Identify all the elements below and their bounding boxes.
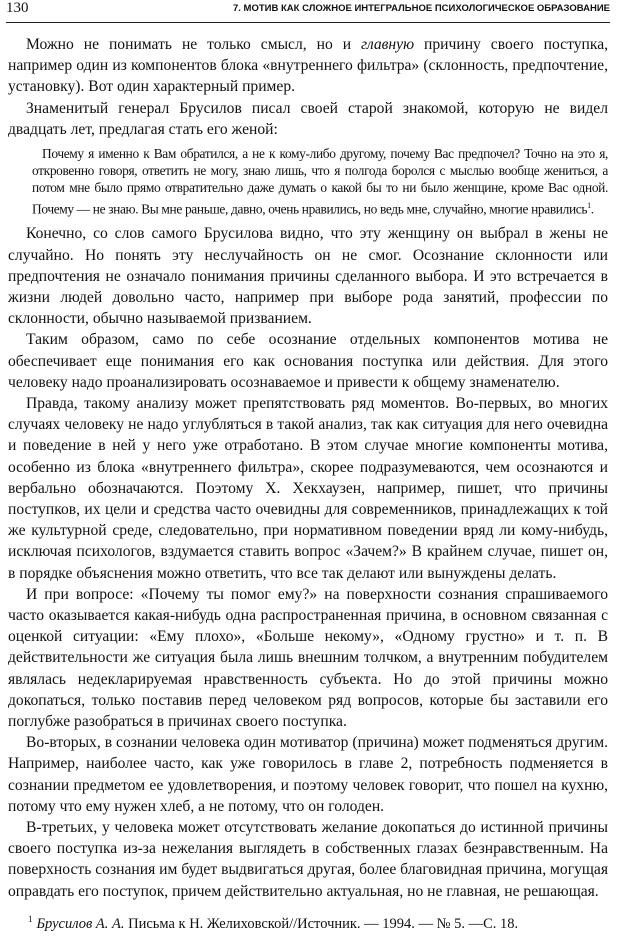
page-body: [8, 34, 608, 902]
footnote-reference: 1: [587, 200, 591, 210]
footnote-source: Письма к Н. Желиховской//Источник. — 1994. — № 5. —С. 18.: [124, 915, 519, 932]
paragraph-1-italic: главную: [361, 36, 415, 53]
paragraph-5: Правда, такому анализу может препятствовать ряд моментов. Во-первых, во многих случаях человеку не надо углубляться в такой анализ, так как ситуация для него очевидна и поведение в ней у него уже отработано. В этом случае многие компоненты мотива, особенно из блока «внутреннего фильтра», скорее подразумеваются, чем осознаются и вербально обозначаются. Поэтому X. Хекхаузен, например, пишет, что причины поступков, их цели и средства часто очевидны для современников, принадлежащих к той же культурной среде, следовательно, при нормативном поведении вряд ли кому-нибудь, исключая психологов, вздумается ставить вопрос «Зачем?» В крайнем случае, пишет он, в порядке объяснения можно ответить, что все так делают или вынуждены делать.: [8, 394, 608, 582]
footnote-mark: 1: [28, 914, 33, 924]
paragraph-8: В-третьих, у человека может отсутствовать желание докопаться до истинной причины своего поступка из-за нежелания выглядеть в собственных глазах безнравственным. На поверхность сознания им будет выдвигаться другая, более благовидная причина, могущая оправдать его поступок, причем действительно актуальная, но не главная, не решающая.: [8, 818, 608, 900]
footnote-author: Брусилов А. А.: [36, 915, 125, 932]
paragraph-3: Конечно, со слов самого Брусилова видно, что эту женщину он выбрал в жены не случайно. Но понять эту неслучайность он не смог. Осознание склонности или предпочтения не означало понимания причины сделанного выбора. И это встречается в жизни людей довольно часто, например при выборе рода занятий, профессии по склонности, обычно называемой призванием.: [8, 225, 608, 328]
paragraph-7: Во-вторых, в сознании человека один мотиватор (причина) может подменяться другим. Например, наиболее часто, как уже говорилось в главе 2, потребность подменяется в сознании предметом ее удовлетворения, и поэтому человек говорит, что пошел на кухню, потому что ему нужен хлеб, а не потому, что он голоден.: [8, 734, 608, 815]
quote-end: .: [590, 201, 594, 217]
paragraph-6: И при вопросе: «Почему ты помог ему?» на поверхности сознания спрашиваемого часто оказывается какая-нибудь одна распространенная причина, в основном связанная с оценкой ситуации: «Ему плохо», «Больше некому», «Одному грустно» и т. п. В действительности же ситуация была лишь внешним толчком, а внутренним побудителем являлась недекларируемая нравственность субъекта. Но до этой причины можно докопаться, только поставив перед человеком ряд вопросов, которые бы заставили его поглубже разобраться в причинах своего поступка.: [8, 585, 608, 730]
paragraph-2: Знаменитый генерал Брусилов писал своей старой знакомой, которую не видел двадцать лет, предлагая стать его женой:: [8, 99, 608, 138]
paragraph-1: [8, 34, 608, 98]
letter-quote: [32, 145, 608, 217]
running-title: 7. МОТИВ КАК СЛОЖНОЕ ИНТЕГРАЛЬНОЕ ПСИХОЛОГИЧЕСКОЕ ОБРАЗОВАНИЕ: [232, 3, 610, 14]
quote-text: Почему я именно к Вам обратился, а не к кому-либо другому, почему Вас предпочел? Точно на это я, откровенно говоря, ответить не могу, знаю лишь, что я полгода боролся с мыслью вообще жениться, а потом мне было прямо отвратительно даже думать о какой бы то ни было женщине, кроме Вас одной. Почему — не знаю. Вы мне раньше, давно, очень нравились, но ведь мне, случайно, многие нравились: [32, 146, 608, 217]
paragraph-1-text-a: Можно не понимать не только смысл, но и: [26, 36, 361, 53]
paragraph-1-text-b: причину своего поступка, например один из компонентов блока «внутреннего фильтра» (склонность, предпочтение, установку). Вот один характерный пример.: [8, 36, 609, 96]
page-number: 130: [6, 0, 29, 16]
paragraph-4: Таким образом, само по себе осознание отдельных компонентов мотива не обеспечивает еще понимания его как основания поступка или действия. Для этого человеку надо проанализировать осознаваемое и привести к общему знаменателю.: [8, 331, 608, 391]
footnote: [28, 914, 608, 933]
page-header: [6, 0, 610, 23]
